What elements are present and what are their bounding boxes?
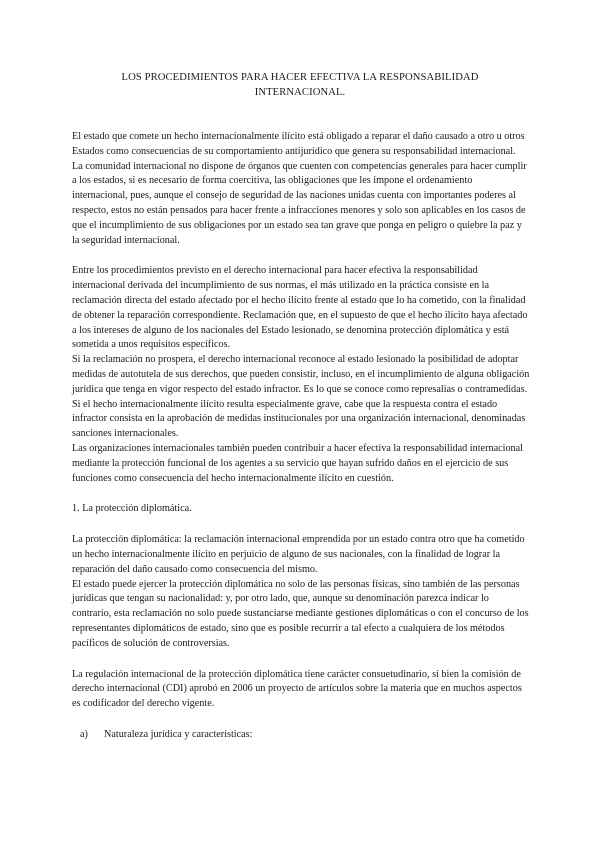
paragraph: Si el hecho internacionalmente ilícito resulta especialmente grave, cabe que la respuesta contra el estado infractor consista en la aprobación de medidas institucionales por una organización internacional, denominadas sanciones internacionales. [72, 398, 526, 440]
paragraph: La comunidad internacional no dispone de órganos que cuenten con competencias generales para hacer cumplir a los estados, si es necesario de forma coercitiva, las obligaciones que les impone el ordenamiento internacional, pues, aunque el consejo de seguridad de las naciones unidas cuenta con importantes poderes al respecto, estos no están pensados para hacer frente a infracciones menores y solo son aplicables en los casos de que el incumplimiento de sus obligaciones por un estado sea tan grave que ponga en peligro o quiebre la paz y la seguridad internacional. [72, 160, 527, 246]
paragraph: Las organizaciones internacionales también pueden contribuir a hacer efectiva la responsabilidad internacional mediante la protección funcional de los agentes a su servicio que hayan sufrido daños en el ejercicio de sus funciones como consecuencia del hecho internacionalmente ilícito en cuestión. [72, 442, 523, 484]
paragraph: El estado que comete un hecho internacionalmente ilícito está obligado a reparar el daño causado a otro u otros Estados como consecuencias de su comportamiento antijurídico que genera su responsabilidad internacional. [72, 131, 525, 157]
title-line-1: LOS PROCEDIMIENTOS PARA HACER EFECTIVA LA RESPONSABILIDAD [121, 72, 479, 83]
list-marker: a) [80, 728, 88, 740]
paragraph: Si la reclamación no prospera, el derecho internacional reconoce al estado lesionado la posibilidad de adoptar medidas de autotutela de sus derechos, que pueden consistir, incluso, en el incumplimiento de alguna obligación jurídica que tenga en vigor respecto del estado infractor. Es lo que se conoce como represalias o contramedidas. [72, 354, 530, 395]
title-line-2: INTERNACIONAL. [254, 87, 346, 98]
list-item-text: Naturaleza jurídica y características: [104, 728, 253, 740]
section-heading: 1. La protección diplomática. [72, 503, 192, 515]
document-title [100, 70, 500, 100]
paragraph: Entre los procedimientos previsto en el derecho internacional para hacer efectiva la responsabilidad internacional derivada del incumplimiento de sus normas, el más utilizado en la práctica consiste en la reclamación directa del estado afectado por el hecho ilícito frente al estado que lo ha cometido, con la finalidad de obtener la reparación correspondiente. Reclamación que, en el supuesto de que el hecho ilícito haya afectado a los intereses de alguno de los nacionales del Estado lesionado, se denomina protección diplomática y está sometida a unos requisitos específicos. [72, 265, 528, 351]
list-item [72, 728, 530, 743]
paragraph: La regulación internacional de la protección diplomática tiene carácter consuetudinario, si bien la comisión de derecho internacional (CDI) aprobó en 2006 un proyecto de artículos sobre la materia que en muchos aspectos es codificador del derecho vigente. [72, 668, 522, 710]
paragraph: El estado puede ejercer la protección diplomática no solo de las personas físicas, sino también de las personas jurídicas que tengan su nacionalidad: y, por otro lado, que, aunque su denominación parezca indicar lo contrario, esta reclamación no solo puede sustanciarse mediante gestiones diplomáticas o con el concurso de los representantes diplomáticos de estado, sino que es posible recurrir a tal efecto a cualquiera de los métodos pacíficos de solución de controversias. [72, 578, 529, 649]
document-body [72, 130, 530, 743]
paragraph: La protección diplomática: la reclamación internacional emprendida por un estado contra otro que ha cometido un hecho internacionalmente ilícito en perjuicio de alguno de sus nacionales, con la finalidad de lograr la reparación del daño causado como consecuencia del mismo. [72, 534, 525, 575]
